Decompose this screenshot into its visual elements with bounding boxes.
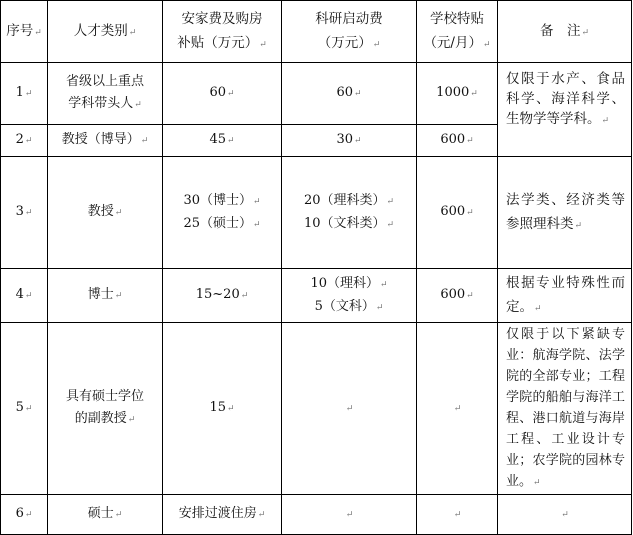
table-row	[1, 495, 632, 535]
header-housing-subsidy: 安家费及购房 补贴（万元）↵	[163, 1, 282, 63]
category-cell: 具有硕士学位 的副教授↵	[48, 323, 163, 495]
housing-cell: 15~20↵	[163, 269, 282, 323]
header-research-startup-fund: 科研启动费 （万元）↵	[282, 1, 417, 63]
stipend-cell: 600↵	[417, 269, 498, 323]
research-cell: 30↵	[282, 125, 417, 157]
serial-number-cell: 6↵	[1, 495, 48, 535]
stipend-cell: 1000↵	[417, 63, 498, 125]
stipend-cell: ↵	[417, 323, 498, 495]
category-cell: 省级以上重点 学科带头人↵	[48, 63, 163, 125]
remarks-cell: 法学类、经济类等参照理科类↵	[498, 157, 632, 269]
serial-number-cell: 1↵	[1, 63, 48, 125]
table-row	[1, 63, 632, 125]
stipend-cell: 600↵	[417, 157, 498, 269]
table-row	[1, 323, 632, 495]
research-cell: 10（理科）↵ 5（文科）↵	[282, 269, 417, 323]
category-cell: 教授（博导）↵	[48, 125, 163, 157]
serial-number-cell: 4↵	[1, 269, 48, 323]
header-remarks: 备 注↵	[498, 1, 632, 63]
category-cell: 教授↵	[48, 157, 163, 269]
header-row	[1, 1, 632, 63]
housing-cell: 安排过渡住房↵	[163, 495, 282, 535]
remarks-cell: 仅限于以下紧缺专业：航海学院、法学院的全部专业；工程学院的船舶与海洋工程、港口航道与海岸工程、工业设计专业；农学院的园林专业。↵	[498, 323, 632, 495]
research-cell: ↵	[282, 323, 417, 495]
serial-number-cell: 2↵	[1, 125, 48, 157]
remarks-cell: 根据专业特殊性而定。↵	[498, 269, 632, 323]
housing-cell: 45↵	[163, 125, 282, 157]
stipend-cell: 600↵	[417, 125, 498, 157]
research-cell: 60↵	[282, 63, 417, 125]
research-cell: ↵	[282, 495, 417, 535]
remarks-cell: 仅限于水产、食品科学、海洋科学、生物学等学科。↵	[498, 63, 632, 157]
table-row	[1, 157, 632, 269]
serial-number-cell: 5↵	[1, 323, 48, 495]
header-serial-number: 序号↵	[1, 1, 48, 63]
remarks-cell: ↵	[498, 495, 632, 535]
research-cell: 20（理科类）↵ 10（文科类）↵	[282, 157, 417, 269]
header-school-stipend: 学校特贴 （元/月）↵	[417, 1, 498, 63]
housing-cell: 30（博士）↵ 25（硕士）↵	[163, 157, 282, 269]
serial-number-cell: 3↵	[1, 157, 48, 269]
category-cell: 硕士↵	[48, 495, 163, 535]
category-cell: 博士↵	[48, 269, 163, 323]
paragraph-mark: ↵	[34, 27, 42, 38]
header-talent-category: 人才类别↵	[48, 1, 163, 63]
housing-cell: 60↵	[163, 63, 282, 125]
stipend-cell: ↵	[417, 495, 498, 535]
table-row	[1, 269, 632, 323]
housing-cell: 15↵	[163, 323, 282, 495]
